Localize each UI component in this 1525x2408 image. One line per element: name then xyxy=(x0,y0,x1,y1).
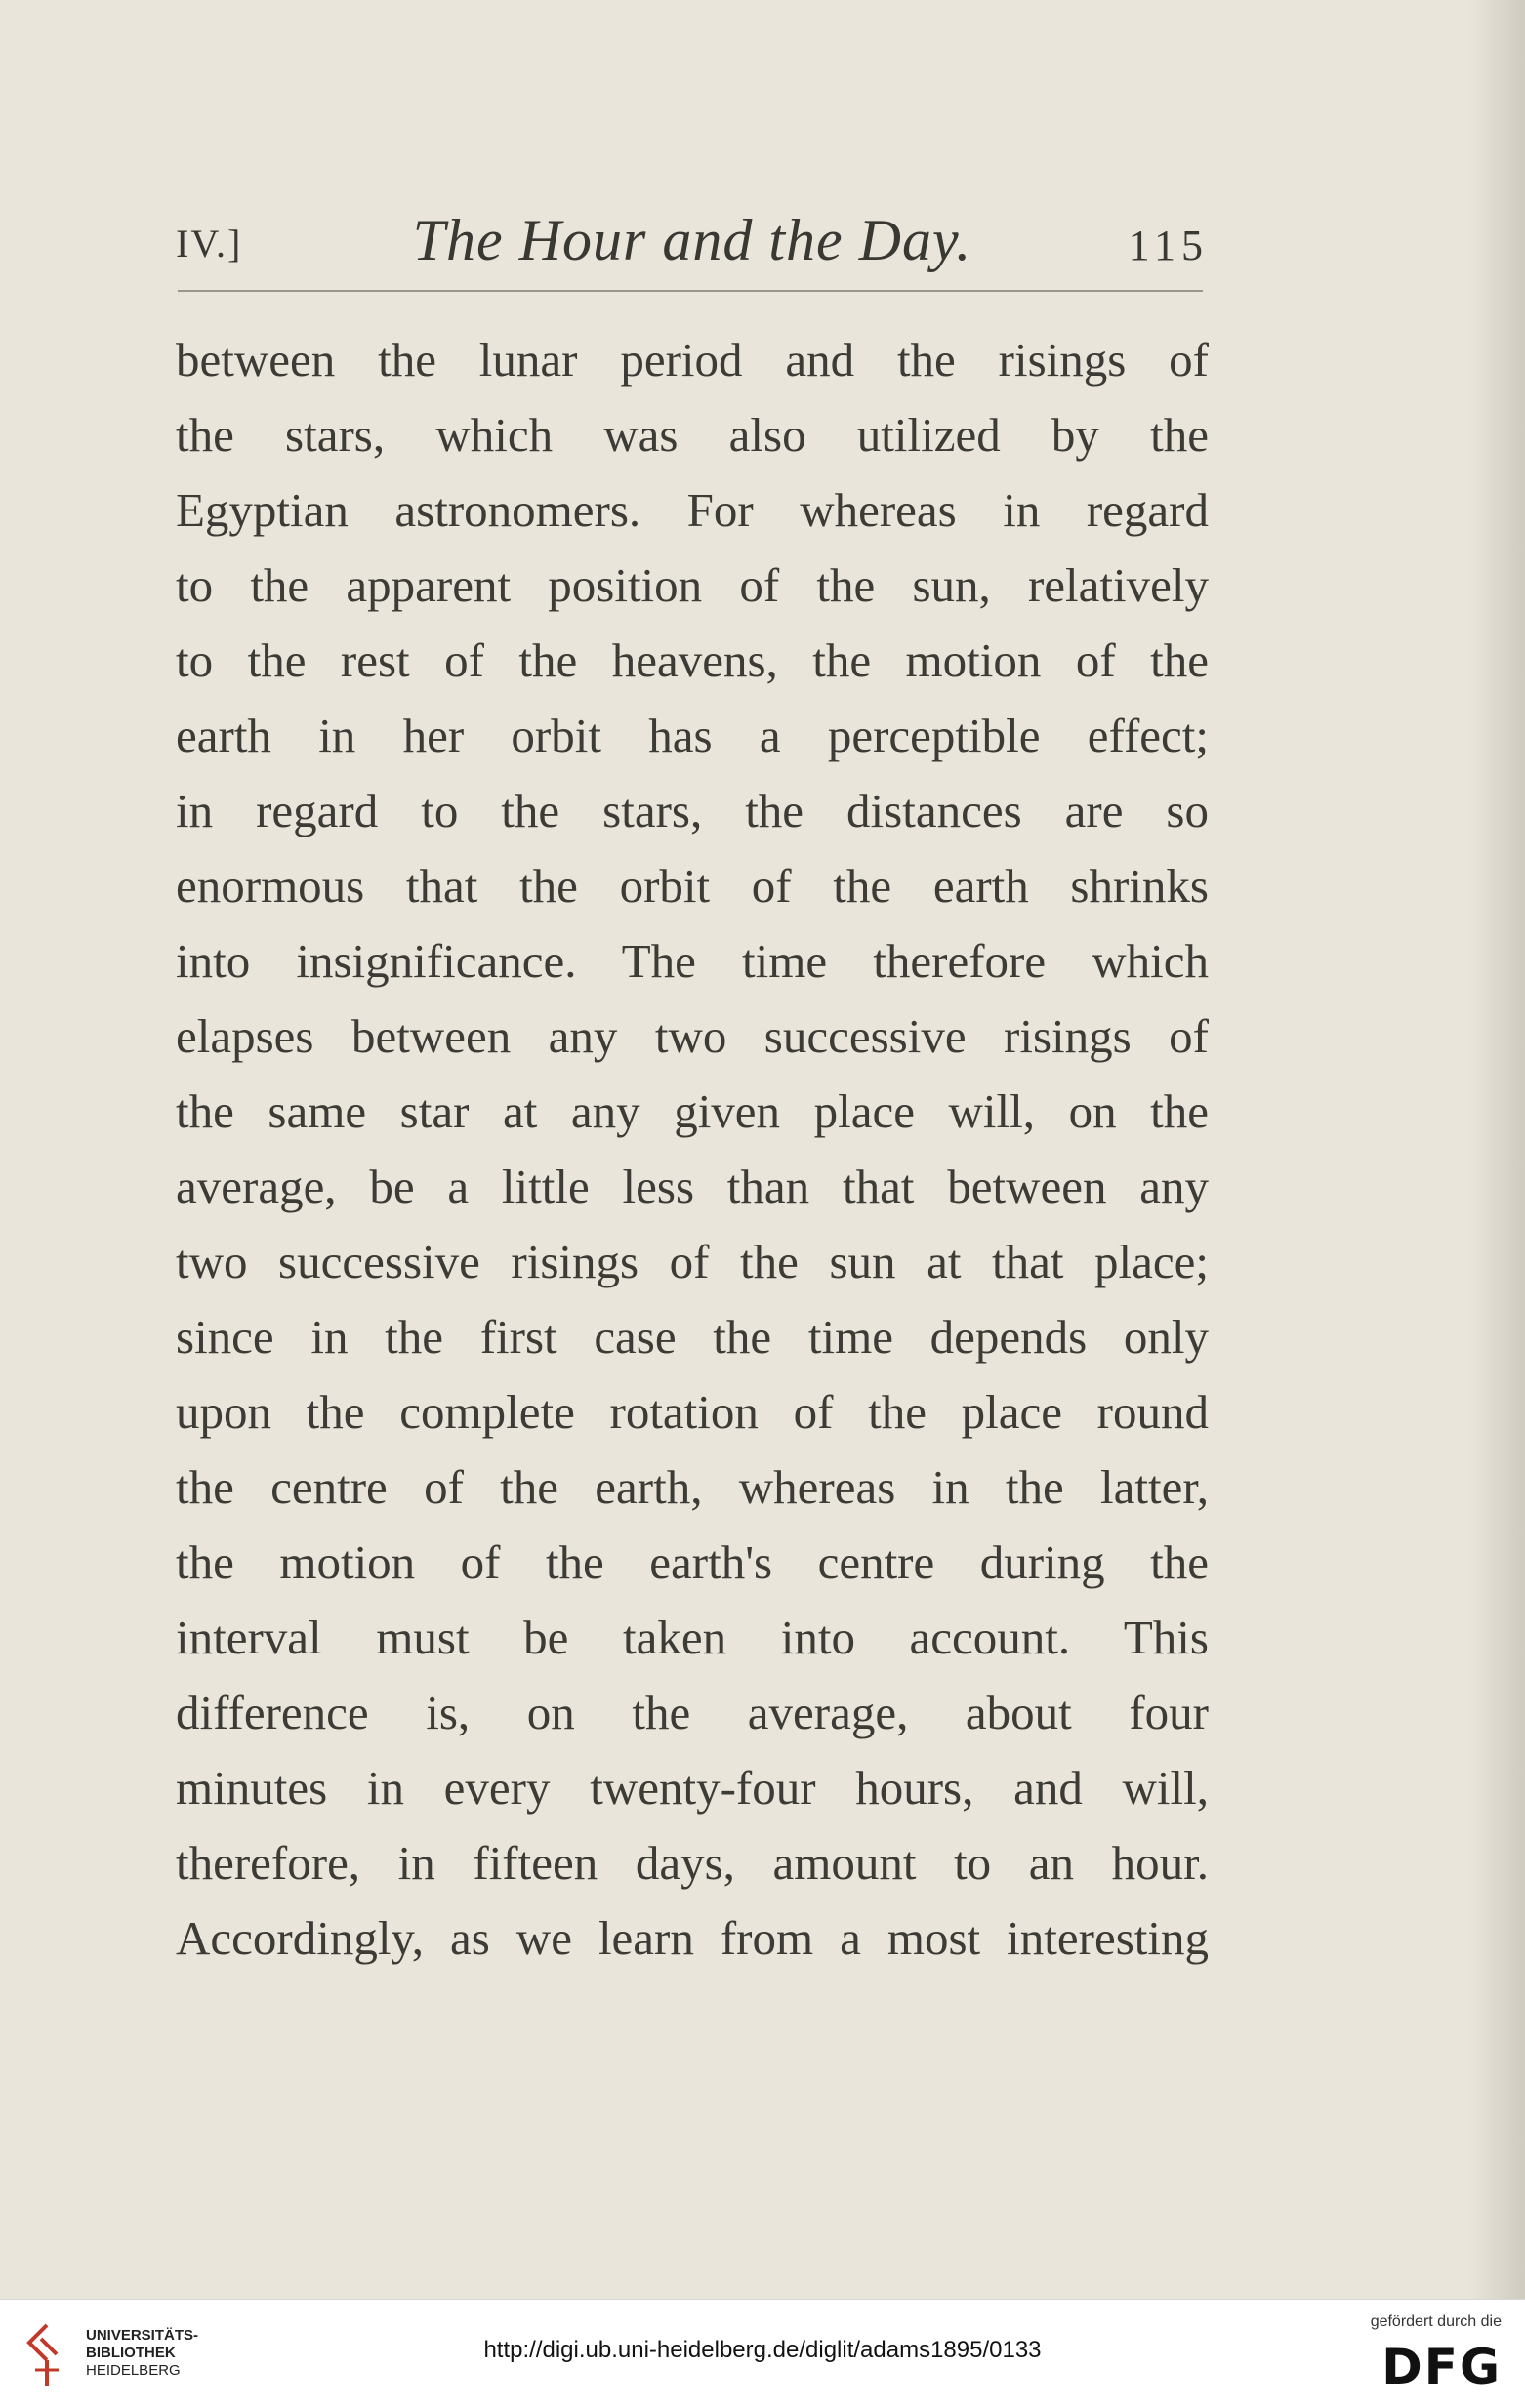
funded-by-label: gefördert durch die xyxy=(1370,2313,1502,2330)
running-head xyxy=(176,207,1209,275)
dfg-logo: DFG xyxy=(1381,2339,1502,2395)
chapter-number: IV.] xyxy=(176,222,243,265)
text-line: earth in her orbit has a perceptible effect; xyxy=(176,709,1209,762)
text-line: to the rest of the heavens, the motion of the xyxy=(176,633,1209,687)
text-line: the same star at any given place will, on the xyxy=(176,1084,1209,1138)
text-line: therefore, in fifteen days, amount to an hour. xyxy=(176,1836,1209,1890)
text-line: the centre of the earth, whereas in the latter, xyxy=(176,1460,1209,1514)
body-text xyxy=(176,322,1209,1976)
text-line: enormous that the orbit of the earth shrinks xyxy=(176,859,1209,913)
text-line: difference is, on the average, about four xyxy=(176,1686,1209,1739)
text-line: in regard to the stars, the distances are so xyxy=(176,784,1209,837)
digitization-footer xyxy=(0,2299,1525,2408)
text-line: the stars, which was also utilized by the xyxy=(176,408,1209,462)
text-line: Accordingly, as we learn from a most interesting xyxy=(176,1911,1209,1965)
text-line: the motion of the earth's centre during the xyxy=(176,1535,1209,1589)
text-line: between the lunar period and the risings of xyxy=(176,333,1209,387)
header-rule xyxy=(178,290,1203,292)
text-line: to the apparent position of the sun, relatively xyxy=(176,558,1209,612)
library-name-line: HEIDELBERG xyxy=(86,2362,181,2379)
text-line: Egyptian astronomers. For whereas in regard xyxy=(176,483,1209,537)
text-line: upon the complete rotation of the place round xyxy=(176,1385,1209,1439)
running-title: The Hour and the Day. xyxy=(412,208,972,272)
text-line: since in the first case the time depends only xyxy=(176,1310,1209,1364)
text-line: elapses between any two successive risings of xyxy=(176,1009,1209,1063)
text-line: average, be a little less than that between any xyxy=(176,1160,1209,1213)
text-line: two successive risings of the sun at that place; xyxy=(176,1235,1209,1288)
library-name-line: UNIVERSITÄTS- xyxy=(86,2327,199,2344)
permalink-url[interactable]: http://digi.ub.uni-heidelberg.de/diglit/adams1895/0133 xyxy=(483,2337,1042,2363)
text-line: into insignificance. The time therefore which xyxy=(176,934,1209,988)
text-line: minutes in every twenty-four hours, and will, xyxy=(176,1761,1209,1815)
text-line: interval must be taken into account. This xyxy=(176,1611,1209,1664)
library-name-line: BIBLIOTHEK xyxy=(86,2345,176,2361)
page-number: 115 xyxy=(1128,222,1209,269)
